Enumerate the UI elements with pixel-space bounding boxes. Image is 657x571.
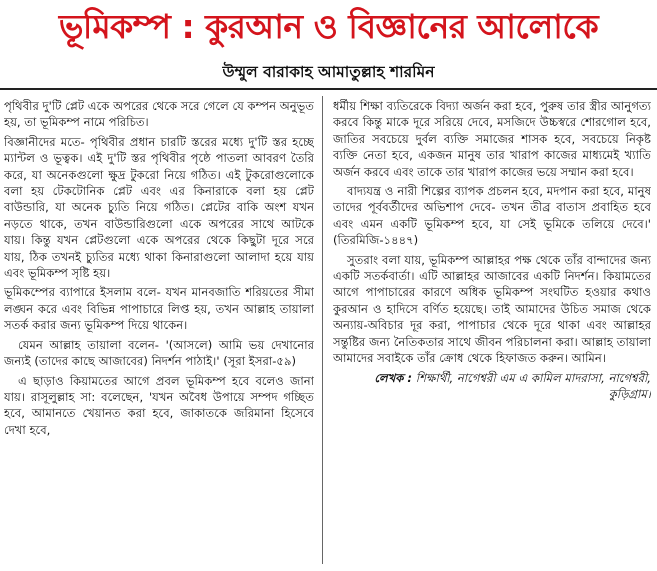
paragraph: সুতরাং বলা যায়, ভূমিকম্প আল্লাহর পক্ষ থেকে তাঁর বান্দাদের জন্য একটি সতর্কবার্তা। এটি আল্লাহর আজাবের একটি নিদর্শন। কিয়ামতের আগে পাপাচারের কারণে অধিক ভূমিকম্প সংঘটিত হওয়ার কথাও কুরআন ও হাদিসে বর্ণিত হয়েছে। তাই আমাদের উচিত সমাজ থেকে অন্যায়-অবিচার দূর করা, পাপাচার থেকে দূরে থাকা এবং আল্লাহর সন্তুষ্টির জন্য নৈতিকতার সাথে জীবন পরিচালনা করা। আল্লাহ তায়ালা আমাদের সবাইকে তাঁর ক্রোধ থেকে হিফাজত করুন। আমিন। — [333, 252, 651, 366]
paragraph: বাদ্যযন্ত্র ও নারী শিল্পের ব্যাপক প্রচলন হবে, মদপান করা হবে, মানুষ তাদের পূর্ববর্তীদের অভিশাপ দেবে- তখন তীব্র বাতাস প্রবাহিত হবে এবং এমন একটি ভূমিকম্প হবে, যা সেই ভূমিকে তলিয়ে দেবে।' (তিরমিজি-১৪৪৭) — [333, 184, 651, 248]
paragraph: যেমন আল্লাহ তায়ালা বলেন- '(আসলে) আমি ভয় দেখানোর জন্যই (তাদের কাছে আজাবের) নিদর্শন পাঠাই।' (সূরা ইসরা-৫৯) — [4, 337, 314, 369]
writer-note — [333, 370, 651, 403]
author-byline: উম্মুল বারাকাহ আমাতুল্লাহ শারমিন — [222, 63, 435, 81]
paragraph: বিজ্ঞানীদের মতে- পৃথিবীর প্রধান চারটি স্তরের মধ্যে দু'টি স্তর হচ্ছে ম্যান্টল ও ভূত্বক। এই দু'টি স্তর পৃথিবীর পৃষ্ঠে পাতলা আবরণ তৈরি করে, যা অনেকগুলো ক্ষুদ্র টুকরো নিয়ে গঠিত। এই টুকরোগুলোকে বলা হয় টেকটোনিক প্লেট এবং এর কিনারাকে বলা হয় প্লেট বাউন্ডারি, যা অনেক চ্যুতি নিয়ে গঠিত। প্লেটের বাকি অংশ যখন নড়তে থাকে, তখন বাউন্ডারিগুলো একে অপরের সাথে আটকে যায়। কিন্তু যখন প্লেটগুলো একে অপরের থেকে কিছুটা দূরে সরে যায়, ঠিক তখনই চ্যুতির মধ্যে থাকা কিনারাগুলো আলাদা হয়ে যায় এবং ভূমিকম্প সৃষ্টি হয়। — [4, 134, 314, 281]
writer-label: লেখক : — [374, 370, 413, 385]
column-divider — [322, 96, 323, 564]
paragraph: পৃথিবীর দু'টি প্লেট একে অপরের থেকে সরে গেলে যে কম্পন অনুভূত হয়, তা ভূমিকম্প নামে পরিচিত। — [4, 99, 314, 130]
paragraph: এ ছাড়াও কিয়ামতের আগে প্রবল ভূমিকম্প হবে বলেও জানা যায়। রাসূলুল্লাহ সা: বলেছেন, 'যখন অবৈধ উপায়ে সম্পদ গচ্ছিত হবে, আমানতে খেয়ানত করা হবে, জাকাতকে জরিমানা হিসেবে দেখা হবে, — [4, 373, 314, 437]
right-column — [333, 98, 651, 566]
paragraph: ধর্মীয় শিক্ষা ব্যতিরেকে বিদ্যা অর্জন করা হবে, পুরুষ তার স্ত্রীর আনুগত্য করবে কিন্তু মাকে দূরে সরিয়ে দেবে, মসজিদে উচ্চস্বরে শোরগোল হবে, জাতির সবচেয়ে দুর্বল ব্যক্তি সমাজের শাসক হবে, সবচেয়ে নিকৃষ্ট ব্যক্তি নেতা হবে, একজন মানুষ তার খারাপ কাজের মাধ্যমেই খ্যাতি অর্জন করবে এবং তাকে তার খারাপ কাজের ভয়ে সম্মান করা হবে। — [333, 99, 651, 179]
paragraph: ভূমিকম্পের ব্যাপারে ইসলাম বলে- যখন মানবজাতি শরিয়তের সীমা লঙ্ঘন করে এবং বিভিন্ন পাপাচারে লিপ্ত হয়, তখন আল্লাহ তায়ালা সতর্ক করার জন্য ভূমিকম্প দিয়ে থাকেন। — [4, 285, 314, 333]
header-rule — [0, 88, 657, 90]
left-column — [4, 98, 314, 566]
writer-info: শিক্ষার্থী, নাগেশ্বরী এম এ কামিল মাদরাসা, নাগেশ্বরী, কুড়িগ্রাম। — [415, 370, 651, 401]
article-title: ভূমিকম্প : কুরআন ও বিজ্ঞানের আলোকে — [58, 7, 599, 46]
